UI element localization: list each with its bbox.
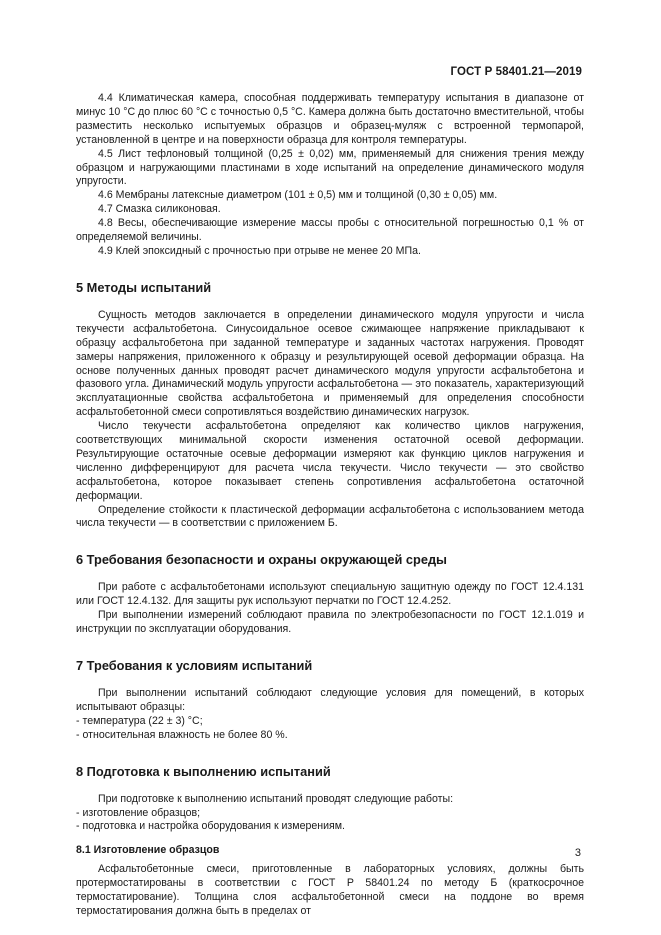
section-7-heading: 7 Требования к условиям испытаний (76, 658, 313, 673)
page-number: 3 (574, 847, 581, 859)
item-4-9: 4.9 Клей эпоксидный с прочностью при отрыве не менее 20 МПа. (98, 244, 421, 257)
section-6-paragraph: При выполнении измерений соблюдают правила по электробезопасности по ГОСТ 12.1.019 и инструкции по эксплуатации оборудования. (76, 609, 584, 636)
list-item: - изготовление образцов; (76, 806, 201, 819)
section-6-heading: 6 Требования безопасности и охраны окружающей среды (76, 552, 447, 568)
list-item: - температура (22 ± 3) °С; (76, 714, 203, 727)
section-5-paragraph: Число текучести асфальтобетона определяют как количество циклов нагружения, соответствующих минимальной скорости изменения остаточной осевой деформации. Результирующие остаточные осевые деформации измеряют как функцию циклов нагружения и численно дифференцируют для расчета числа текучести. Число текучести — это свойство асфальтобетона, которое показывает степень сопротивления асфальтобетона остаточной деформации. (76, 420, 584, 502)
item-4-4: 4.4 Климатическая камера, способная поддерживать температуру испытания в диапазоне от минус 10 °С до плюс 60 °С с точностью 0,5 °С. Камера должна быть достаточно вместительной, чтобы разместить несколько испытуемых образцов и образец-муляж с встроенной термопарой, установленной в центре и на поверхности образца для контроля температуры. (76, 92, 584, 146)
section-5-heading: 5 Методы испытаний (76, 279, 212, 295)
section-5-paragraph: Сущность методов заключается в определении динамического модуля упругости и числа текучести асфальтобетона. Синусоидальное осевое сжимающее напряжение прикладывают к образцу асфальтобетона при заданной температуре и заданных частотах нагружения. Проводят замеры напряжения, приложенного к образцу и результирующей осевой деформации образца. На основе полученных данных проводят расчет динамического модуля упругости асфальтобетона и фазового угла. Динамический модуль упругости асфальтобетона — это показатель, характеризующий эксплуатационные свойства асфальтобетона и применяемый для определения способности асфальтобетонной смеси сопротивляться воздействию динамических нагрузок. (76, 308, 584, 419)
item-4-5: 4.5 Лист тефлоновый толщиной (0,25 ± 0,02) мм, применяемый для снижения трения между образцом и нагружающими пластинами в ходе испытаний на определение динамического модуля упругости. (76, 147, 584, 188)
section-6-paragraph: При работе с асфальтобетонами используют специальную защитную одежду по ГОСТ 12.4.131 или ГОСТ 12.4.132. Для защиты рук используют перчатки по ГОСТ 12.4.252. (76, 581, 584, 608)
item-4-8: 4.8 Весы, обеспечивающие измерение массы пробы с относительной погрешностью 0,1 % от определяемой величины. (76, 217, 584, 244)
item-4-7: 4.7 Смазка силиконовая. (98, 203, 221, 216)
subsection-8-1-heading: 8.1 Изготовление образцов (76, 844, 220, 857)
section-5-paragraph: Определение стойкости к пластической деформации асфальтобетона с использованием метода числа текучести — в соответствии с приложением Б. (76, 503, 584, 530)
section-7-intro: При выполнении испытаний соблюдают следующие условия для помещений, в которых испытывают образцы: (76, 687, 584, 713)
section-8-intro: При подготовке к выполнению испытаний проводят следующие работы: (98, 792, 454, 805)
section-8-heading: 8 Подготовка к выполнению испытаний (76, 763, 331, 779)
list-item: - относительная влажность не более 80 %. (76, 728, 288, 741)
item-4-6: 4.6 Мембраны латексные диаметром (101 ± 0,5) мм и толщиной (0,30 ± 0,05) мм. (98, 189, 498, 202)
document-id-header: ГОСТ Р 58401.21—2019 (450, 66, 582, 78)
list-item: - подготовка и настройка оборудования к измерениям. (76, 820, 345, 833)
page-content (76, 92, 584, 919)
subsection-8-1-paragraph: Асфальтобетонные смеси, приготовленные в лабораторных условиях, должны быть протермостатированы в соответствии с ГОСТ Р 58401.24 по методу Б (краткосрочное термостатирование). Толщина слоя асфальтобетонной смеси на поддоне во время термостатирования должна быть в пределах от (76, 863, 584, 918)
